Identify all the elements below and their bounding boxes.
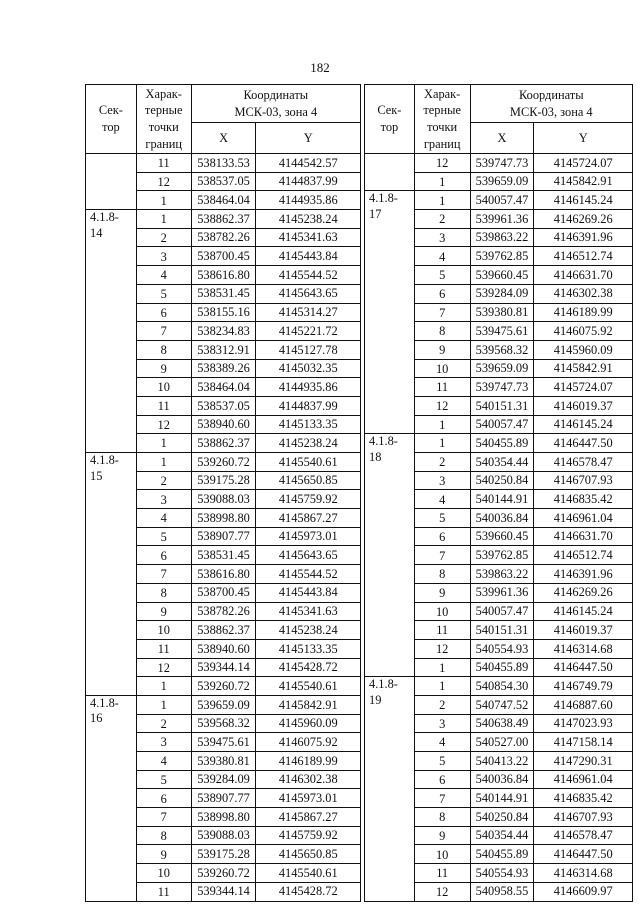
y-coordinate-cell: 4146512.74 xyxy=(534,546,633,565)
x-coordinate-cell: 539747.73 xyxy=(470,378,534,397)
y-header: Y xyxy=(256,123,361,154)
x-coordinate-cell: 539175.28 xyxy=(191,845,256,864)
point-cell: 1 xyxy=(136,210,191,229)
sector-cell: 4.1.8- 17 xyxy=(365,191,415,434)
point-cell: 3 xyxy=(414,228,470,247)
y-coordinate-cell: 4146631.70 xyxy=(534,266,633,285)
x-coordinate-cell: 538700.45 xyxy=(191,247,256,266)
x-coordinate-cell: 540151.31 xyxy=(470,396,534,415)
y-coordinate-cell: 4145238.24 xyxy=(256,621,361,640)
x-coordinate-cell: 540036.84 xyxy=(470,509,534,528)
sector-header: Сек- тор xyxy=(86,85,137,154)
point-cell: 9 xyxy=(414,826,470,845)
y-coordinate-cell: 4145443.84 xyxy=(256,583,361,602)
x-coordinate-cell: 540554.93 xyxy=(470,639,534,658)
y-coordinate-cell: 4145540.61 xyxy=(256,864,361,883)
x-coordinate-cell: 540354.44 xyxy=(470,826,534,845)
coordinates-table-left xyxy=(85,84,361,902)
point-cell: 9 xyxy=(136,602,191,621)
x-coordinate-cell: 538700.45 xyxy=(191,583,256,602)
x-coordinate-cell: 538782.26 xyxy=(191,228,256,247)
x-coordinate-cell: 540455.89 xyxy=(470,845,534,864)
x-header: X xyxy=(191,123,256,154)
x-coordinate-cell: 539475.61 xyxy=(191,733,256,752)
table-row xyxy=(86,210,361,229)
x-coordinate-cell: 538940.60 xyxy=(191,639,256,658)
point-cell: 6 xyxy=(136,303,191,322)
points-header: Харак- терные точки границ xyxy=(136,85,191,154)
point-cell: 4 xyxy=(136,266,191,285)
y-coordinate-cell: 4146961.04 xyxy=(534,509,633,528)
y-coordinate-cell: 4146391.96 xyxy=(534,228,633,247)
x-coordinate-cell: 540250.84 xyxy=(470,471,534,490)
sector-cell: 4.1.8- 14 xyxy=(86,210,137,453)
x-coordinate-cell: 538155.16 xyxy=(191,303,256,322)
y-coordinate-cell: 4145842.91 xyxy=(256,695,361,714)
y-coordinate-cell: 4145643.65 xyxy=(256,546,361,565)
y-coordinate-cell: 4145540.61 xyxy=(256,677,361,696)
y-coordinate-cell: 4146749.79 xyxy=(534,677,633,696)
y-coordinate-cell: 4146631.70 xyxy=(534,527,633,546)
y-coordinate-cell: 4146269.26 xyxy=(534,210,633,229)
y-coordinate-cell: 4146189.99 xyxy=(256,752,361,771)
x-coordinate-cell: 539660.45 xyxy=(470,266,534,285)
x-coordinate-cell: 538616.80 xyxy=(191,266,256,285)
y-coordinate-cell: 4145960.09 xyxy=(534,340,633,359)
y-coordinate-cell: 4146578.47 xyxy=(534,826,633,845)
coordinates-table-right xyxy=(364,84,633,902)
y-coordinate-cell: 4144837.99 xyxy=(256,396,361,415)
y-coordinate-cell: 4146019.37 xyxy=(534,621,633,640)
point-cell: 6 xyxy=(136,789,191,808)
y-coordinate-cell: 4146075.92 xyxy=(256,733,361,752)
x-coordinate-cell: 540958.55 xyxy=(470,882,534,901)
point-cell: 10 xyxy=(136,378,191,397)
point-cell: 4 xyxy=(136,752,191,771)
y-coordinate-cell: 4147158.14 xyxy=(534,733,633,752)
y-coordinate-cell: 4146019.37 xyxy=(534,396,633,415)
point-cell: 7 xyxy=(414,546,470,565)
point-cell: 2 xyxy=(136,471,191,490)
point-cell: 4 xyxy=(414,247,470,266)
sector-cell xyxy=(86,154,137,210)
y-coordinate-cell: 4145973.01 xyxy=(256,527,361,546)
point-cell: 8 xyxy=(414,565,470,584)
x-coordinate-cell: 538862.37 xyxy=(191,210,256,229)
point-cell: 7 xyxy=(136,565,191,584)
point-cell: 1 xyxy=(414,434,470,453)
x-coordinate-cell: 539088.03 xyxy=(191,826,256,845)
y-coordinate-cell: 4146314.68 xyxy=(534,864,633,883)
x-coordinate-cell: 539863.22 xyxy=(470,565,534,584)
point-cell: 8 xyxy=(414,808,470,827)
x-coordinate-cell: 540250.84 xyxy=(470,808,534,827)
y-coordinate-cell: 4146314.68 xyxy=(534,639,633,658)
x-coordinate-cell: 539863.22 xyxy=(470,228,534,247)
point-cell: 1 xyxy=(414,191,470,210)
sector-cell: 4.1.8- 19 xyxy=(365,677,415,901)
y-coordinate-cell: 4145842.91 xyxy=(534,172,633,191)
y-coordinate-cell: 4146302.38 xyxy=(534,284,633,303)
point-cell: 4 xyxy=(414,733,470,752)
y-coordinate-cell: 4145867.27 xyxy=(256,808,361,827)
y-coordinate-cell: 4146189.99 xyxy=(534,303,633,322)
x-coordinate-cell: 538531.45 xyxy=(191,284,256,303)
y-coordinate-cell: 4144935.86 xyxy=(256,378,361,397)
x-coordinate-cell: 540057.47 xyxy=(470,191,534,210)
y-coordinate-cell: 4145341.63 xyxy=(256,228,361,247)
x-coordinate-cell: 538998.80 xyxy=(191,509,256,528)
x-coordinate-cell: 540057.47 xyxy=(470,602,534,621)
point-cell: 11 xyxy=(136,396,191,415)
point-cell: 3 xyxy=(136,490,191,509)
point-cell: 2 xyxy=(136,228,191,247)
y-coordinate-cell: 4145540.61 xyxy=(256,453,361,472)
y-coordinate-cell: 4146835.42 xyxy=(534,789,633,808)
x-coordinate-cell: 538782.26 xyxy=(191,602,256,621)
table-row xyxy=(86,154,361,173)
y-coordinate-cell: 4145960.09 xyxy=(256,714,361,733)
y-coordinate-cell: 4145221.72 xyxy=(256,322,361,341)
y-coordinate-cell: 4145973.01 xyxy=(256,789,361,808)
x-coordinate-cell: 540354.44 xyxy=(470,453,534,472)
x-coordinate-cell: 538537.05 xyxy=(191,172,256,191)
point-cell: 10 xyxy=(136,864,191,883)
x-coordinate-cell: 540527.00 xyxy=(470,733,534,752)
y-coordinate-cell: 4145759.92 xyxy=(256,490,361,509)
point-cell: 8 xyxy=(136,826,191,845)
sector-header: Сек- тор xyxy=(365,85,415,154)
y-coordinate-cell: 4146707.93 xyxy=(534,808,633,827)
point-cell: 2 xyxy=(414,210,470,229)
y-coordinate-cell: 4145544.52 xyxy=(256,565,361,584)
point-cell: 6 xyxy=(414,284,470,303)
x-coordinate-cell: 538133.53 xyxy=(191,154,256,173)
x-coordinate-cell: 539568.32 xyxy=(470,340,534,359)
table-row xyxy=(86,453,361,472)
point-cell: 9 xyxy=(136,845,191,864)
point-cell: 7 xyxy=(136,322,191,341)
y-coordinate-cell: 4145867.27 xyxy=(256,509,361,528)
y-coordinate-cell: 4145238.24 xyxy=(256,210,361,229)
y-coordinate-cell: 4145133.35 xyxy=(256,415,361,434)
table-row xyxy=(86,695,361,714)
y-coordinate-cell: 4146447.50 xyxy=(534,845,633,864)
y-coordinate-cell: 4146145.24 xyxy=(534,191,633,210)
point-cell: 2 xyxy=(136,714,191,733)
y-coordinate-cell: 4145428.72 xyxy=(256,882,361,901)
y-coordinate-cell: 4146145.24 xyxy=(534,602,633,621)
x-coordinate-cell: 539659.09 xyxy=(470,359,534,378)
point-cell: 12 xyxy=(414,154,470,173)
point-cell: 10 xyxy=(414,359,470,378)
point-cell: 3 xyxy=(136,247,191,266)
y-header: Y xyxy=(534,123,633,154)
point-cell: 5 xyxy=(136,527,191,546)
y-coordinate-cell: 4145032.35 xyxy=(256,359,361,378)
y-coordinate-cell: 4146269.26 xyxy=(534,583,633,602)
point-cell: 1 xyxy=(136,453,191,472)
y-coordinate-cell: 4146887.60 xyxy=(534,695,633,714)
point-cell: 8 xyxy=(136,583,191,602)
point-cell: 12 xyxy=(414,882,470,901)
point-cell: 8 xyxy=(136,340,191,359)
x-coordinate-cell: 538389.26 xyxy=(191,359,256,378)
x-coordinate-cell: 538312.91 xyxy=(191,340,256,359)
y-coordinate-cell: 4145650.85 xyxy=(256,471,361,490)
x-coordinate-cell: 539659.09 xyxy=(470,172,534,191)
y-coordinate-cell: 4146145.24 xyxy=(534,415,633,434)
point-cell: 7 xyxy=(136,808,191,827)
x-coordinate-cell: 540455.89 xyxy=(470,434,534,453)
x-coordinate-cell: 538862.37 xyxy=(191,434,256,453)
point-cell: 9 xyxy=(136,359,191,378)
y-coordinate-cell: 4146707.93 xyxy=(534,471,633,490)
point-cell: 12 xyxy=(136,415,191,434)
x-coordinate-cell: 539284.09 xyxy=(191,770,256,789)
y-coordinate-cell: 4145443.84 xyxy=(256,247,361,266)
x-coordinate-cell: 538998.80 xyxy=(191,808,256,827)
x-coordinate-cell: 539568.32 xyxy=(191,714,256,733)
point-cell: 1 xyxy=(414,172,470,191)
y-coordinate-cell: 4145133.35 xyxy=(256,639,361,658)
y-coordinate-cell: 4144542.57 xyxy=(256,154,361,173)
x-coordinate-cell: 539380.81 xyxy=(191,752,256,771)
y-coordinate-cell: 4144837.99 xyxy=(256,172,361,191)
x-coordinate-cell: 540144.91 xyxy=(470,490,534,509)
x-coordinate-cell: 540151.31 xyxy=(470,621,534,640)
y-coordinate-cell: 4145724.07 xyxy=(534,154,633,173)
x-coordinate-cell: 539380.81 xyxy=(470,303,534,322)
point-cell: 11 xyxy=(414,864,470,883)
point-cell: 11 xyxy=(136,882,191,901)
x-coordinate-cell: 538940.60 xyxy=(191,415,256,434)
point-cell: 12 xyxy=(414,639,470,658)
x-coordinate-cell: 539344.14 xyxy=(191,658,256,677)
y-coordinate-cell: 4146835.42 xyxy=(534,490,633,509)
table-row xyxy=(365,434,633,453)
x-coordinate-cell: 538616.80 xyxy=(191,565,256,584)
sector-cell xyxy=(365,154,415,191)
y-coordinate-cell: 4145544.52 xyxy=(256,266,361,285)
point-cell: 4 xyxy=(414,490,470,509)
point-cell: 10 xyxy=(414,602,470,621)
point-cell: 1 xyxy=(136,191,191,210)
y-coordinate-cell: 4147023.93 xyxy=(534,714,633,733)
point-cell: 3 xyxy=(414,471,470,490)
y-coordinate-cell: 4146075.92 xyxy=(534,322,633,341)
x-coordinate-cell: 540747.52 xyxy=(470,695,534,714)
point-cell: 5 xyxy=(136,770,191,789)
table-row xyxy=(365,154,633,173)
point-cell: 2 xyxy=(414,453,470,472)
x-coordinate-cell: 539659.09 xyxy=(191,695,256,714)
point-cell: 6 xyxy=(414,527,470,546)
point-cell: 1 xyxy=(414,677,470,696)
table-row xyxy=(365,191,633,210)
point-cell: 5 xyxy=(414,266,470,285)
y-coordinate-cell: 4146391.96 xyxy=(534,565,633,584)
x-coordinate-cell: 540413.22 xyxy=(470,752,534,771)
point-cell: 5 xyxy=(414,752,470,771)
x-coordinate-cell: 540144.91 xyxy=(470,789,534,808)
point-cell: 5 xyxy=(414,509,470,528)
point-cell: 1 xyxy=(414,415,470,434)
y-coordinate-cell: 4146512.74 xyxy=(534,247,633,266)
point-cell: 5 xyxy=(136,284,191,303)
x-coordinate-cell: 539088.03 xyxy=(191,490,256,509)
x-coordinate-cell: 539961.36 xyxy=(470,583,534,602)
y-coordinate-cell: 4145842.91 xyxy=(534,359,633,378)
point-cell: 3 xyxy=(414,714,470,733)
y-coordinate-cell: 4145643.65 xyxy=(256,284,361,303)
x-coordinate-cell: 540554.93 xyxy=(470,864,534,883)
x-coordinate-cell: 539660.45 xyxy=(470,527,534,546)
y-coordinate-cell: 4146447.50 xyxy=(534,658,633,677)
x-coordinate-cell: 538234.83 xyxy=(191,322,256,341)
point-cell: 1 xyxy=(136,677,191,696)
y-coordinate-cell: 4147290.31 xyxy=(534,752,633,771)
x-header: X xyxy=(470,123,534,154)
y-coordinate-cell: 4145314.27 xyxy=(256,303,361,322)
sector-cell: 4.1.8- 18 xyxy=(365,434,415,677)
x-coordinate-cell: 538537.05 xyxy=(191,396,256,415)
y-coordinate-cell: 4146609.97 xyxy=(534,882,633,901)
point-cell: 1 xyxy=(136,434,191,453)
point-cell: 4 xyxy=(136,509,191,528)
x-coordinate-cell: 540638.49 xyxy=(470,714,534,733)
x-coordinate-cell: 539260.72 xyxy=(191,864,256,883)
point-cell: 6 xyxy=(136,546,191,565)
x-coordinate-cell: 539762.85 xyxy=(470,546,534,565)
x-coordinate-cell: 540036.84 xyxy=(470,770,534,789)
point-cell: 9 xyxy=(414,583,470,602)
x-coordinate-cell: 539260.72 xyxy=(191,677,256,696)
x-coordinate-cell: 539762.85 xyxy=(470,247,534,266)
points-header: Харак- терные точки границ xyxy=(414,85,470,154)
x-coordinate-cell: 538907.77 xyxy=(191,527,256,546)
x-coordinate-cell: 538862.37 xyxy=(191,621,256,640)
x-coordinate-cell: 540455.89 xyxy=(470,658,534,677)
y-coordinate-cell: 4145238.24 xyxy=(256,434,361,453)
point-cell: 11 xyxy=(136,639,191,658)
x-coordinate-cell: 539475.61 xyxy=(470,322,534,341)
coordinates-header: Координаты МСК-03, зона 4 xyxy=(191,85,360,123)
point-cell: 3 xyxy=(136,733,191,752)
x-coordinate-cell: 538907.77 xyxy=(191,789,256,808)
y-coordinate-cell: 4145428.72 xyxy=(256,658,361,677)
x-coordinate-cell: 538464.04 xyxy=(191,191,256,210)
sector-cell: 4.1.8- 16 xyxy=(86,695,137,901)
y-coordinate-cell: 4144935.86 xyxy=(256,191,361,210)
y-coordinate-cell: 4146302.38 xyxy=(256,770,361,789)
point-cell: 1 xyxy=(414,658,470,677)
y-coordinate-cell: 4145127.78 xyxy=(256,340,361,359)
y-coordinate-cell: 4145724.07 xyxy=(534,378,633,397)
y-coordinate-cell: 4145341.63 xyxy=(256,602,361,621)
sector-cell: 4.1.8- 15 xyxy=(86,453,137,696)
coordinates-header: Координаты МСК-03, зона 4 xyxy=(470,85,632,123)
point-cell: 8 xyxy=(414,322,470,341)
point-cell: 11 xyxy=(414,378,470,397)
y-coordinate-cell: 4146447.50 xyxy=(534,434,633,453)
x-coordinate-cell: 539175.28 xyxy=(191,471,256,490)
point-cell: 1 xyxy=(136,695,191,714)
point-cell: 10 xyxy=(414,845,470,864)
point-cell: 7 xyxy=(414,303,470,322)
x-coordinate-cell: 538531.45 xyxy=(191,546,256,565)
y-coordinate-cell: 4146578.47 xyxy=(534,453,633,472)
x-coordinate-cell: 539260.72 xyxy=(191,453,256,472)
y-coordinate-cell: 4145650.85 xyxy=(256,845,361,864)
x-coordinate-cell: 539284.09 xyxy=(470,284,534,303)
point-cell: 6 xyxy=(414,770,470,789)
point-cell: 9 xyxy=(414,340,470,359)
point-cell: 12 xyxy=(414,396,470,415)
x-coordinate-cell: 539747.73 xyxy=(470,154,534,173)
point-cell: 2 xyxy=(414,695,470,714)
point-cell: 10 xyxy=(136,621,191,640)
x-coordinate-cell: 540854.30 xyxy=(470,677,534,696)
x-coordinate-cell: 539961.36 xyxy=(470,210,534,229)
point-cell: 12 xyxy=(136,658,191,677)
page-number: 182 xyxy=(310,60,330,75)
y-coordinate-cell: 4146961.04 xyxy=(534,770,633,789)
x-coordinate-cell: 539344.14 xyxy=(191,882,256,901)
point-cell: 11 xyxy=(136,154,191,173)
y-coordinate-cell: 4145759.92 xyxy=(256,826,361,845)
x-coordinate-cell: 538464.04 xyxy=(191,378,256,397)
point-cell: 7 xyxy=(414,789,470,808)
x-coordinate-cell: 540057.47 xyxy=(470,415,534,434)
point-cell: 12 xyxy=(136,172,191,191)
table-row xyxy=(365,677,633,696)
point-cell: 11 xyxy=(414,621,470,640)
